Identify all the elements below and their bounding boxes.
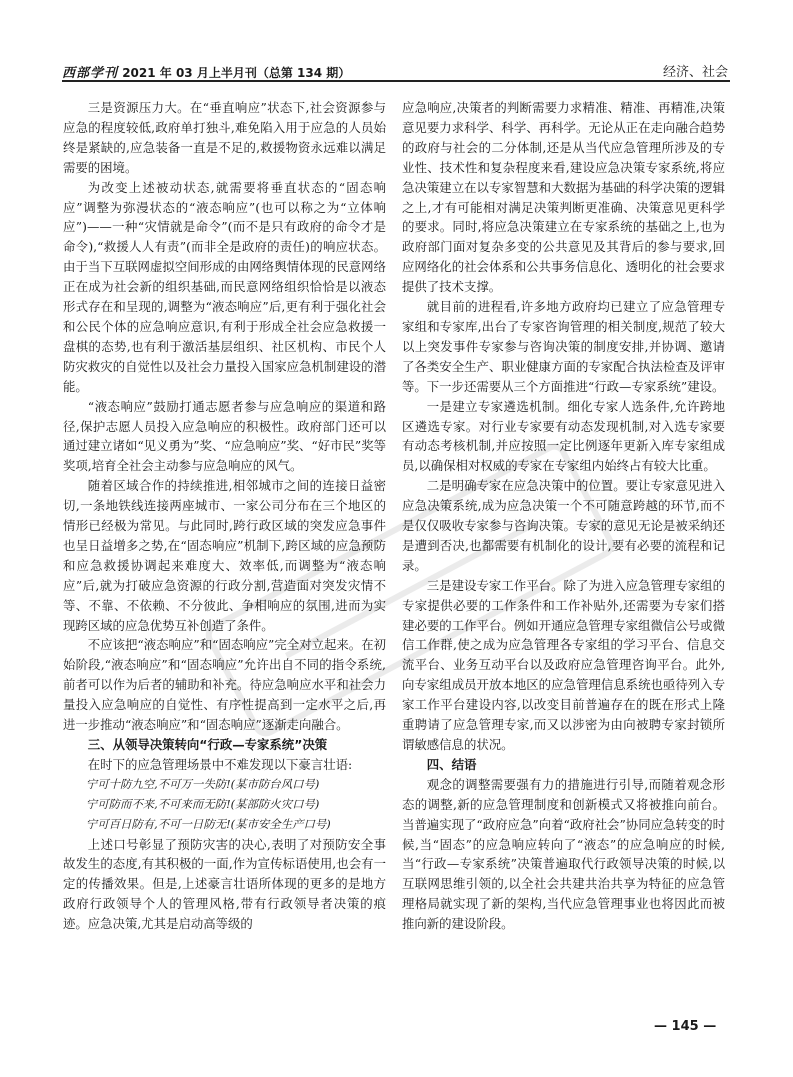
paragraph: 在时下的应急管理场景中不难发现以下豪言壮语:: [87, 756, 353, 772]
running-header: [62, 58, 730, 82]
header-rule: [62, 80, 730, 82]
paragraph: 应急响应,决策者的判断需要力求精准、精准、再精准,决策意见要力求科学、科学、再科学。无论从正在走向融合趋势的政府与社会的二分体制,还是从当代应急管理所涉及的专业性、技术性和复杂程度来看,建设应急决策专家系统,将应急决策建立在以专家智慧和大数据为基础的科学决策的逻辑之上,才有可能相对满足决策判断更准确、决策意见更科学的要求。同时,将应急决策建立在专家系统的基础之上,也为政府部门面对复杂多变的公共意见及其背后的参与要求,回应网络化的社会体系和公共事务信息化、透明化的社会要求提供了技术支撑。: [402, 100, 725, 295]
slogan-quote: 宁可十防九空,不可万一失防!(某市防台风口号): [85, 776, 320, 791]
left-column: [63, 98, 386, 934]
paragraph: 就目前的进程看,许多地方政府均已建立了应急管理专家组和专家库,出台了专家咨询管理的相关制度,规范了较大以上突发事件专家参与咨询决策的制度安排,并协调、邀请了各类安全生产、职业健康方面的专家配合执法检查及评审等。下一步还需要从三个方面推进“行政—专家系统”建设。: [402, 299, 725, 394]
paragraph: 不应该把“液态响应”和“固态响应”完全对立起来。在初始阶段,“液态响应”和“固态响应”允许出自不同的指令系统,前者可以作为后者的辅助和补充。待应急响应水平和社会力量投入应急响应的自觉性、有序性提高到一定水平之后,再进一步推动“液态响应”和“固态响应”逐渐走向融合。: [63, 637, 386, 733]
paragraph: 上述口号彰显了预防灾害的决心,表明了对预防安全事故发生的态度,有其积极的一面,作为宣传标语使用,也会有一定的传播效果。但是,上述豪言壮语所体现的更多的是地方政府行政领导个人的管理风格,带有行政领导者决策的痕迹。应急决策,尤其是启动高等级的: [63, 836, 386, 932]
paragraph: 观念的调整需要强有力的措施进行引导,而随着观念形态的调整,新的应急管理制度和创新模式又将被推向前台。当普遍实现了“政府应急”向着“政府社会”协同应急转变的时候,当“固态”的应急响应转向了“液态”的应急响应的时候,当“行政—专家系统”决策普遍取代行政领导决策的时候,以互联网思维引领的,以全社会共建共治共享为特征的应急管理格局就实现了新的架构,当代应急管理事业也将因此而被推向新的建设阶段。: [402, 776, 725, 932]
paragraph: 二是明确专家在应急决策中的位置。要让专家意见进入应急决策系统,成为应急决策一个不可随意跨越的环节,而不是仅仅吸收专家参与咨询决策。专家的意见无论是被采纳还是遭到否决,也都需要有机制化的设计,要有必要的流程和记录。: [402, 478, 725, 573]
paragraph: 为改变上述被动状态,就需要将垂直状态的“固态响应”调整为弥漫状态的“液态响应”(也可以称之为“立体响应”)——一种“灾情就是命令”(而不是只有政府的命令才是命令),“救援人人有责”(而非全是政府的责任)的响应状态。由于当下互联网虚拟空间形成的由网络舆情体现的民意网络正在成为社会新的组织基础,而民意网络组织恰恰是以液态形式存在和呈现的,调整为“液态响应”后,更有利于强化社会和公民个体的应急响应意识,有利于形成全社会应急救援一盘棋的态势,也有利于激活基层组织、社区机构、市民个人防灾救灾的自觉性以及社会力量投入国家应急机制建设的潜能。: [63, 179, 386, 394]
paragraph: “液态响应”鼓励打通志愿者参与应急响应的渠道和路径,保护志愿人员投入应急响应的积极性。政府部门还可以通过建立诸如“见义勇为”奖、“应急响应”奖、“好市民”奖等奖项,培育全社会主动参与应急响应的风气。: [63, 398, 386, 474]
paragraph: 随着区域合作的持续推进,相邻城市之间的连接日益密切,一条地铁线连接两座城市、一家公司分布在三个地区的情形已经极为常见。与此同时,跨行政区域的突发应急事件也呈日益增多之势,在“固态响应”机制下,跨区域的应急预防和应急救援协调起来难度大、效率低,而调整为“液态响应”后,就为打破应急资源的行政分割,营造面对突发灾情不等、不靠、不依赖、不分彼此、争相响应的氛围,进而为实现跨区域的应急优势互补创造了条件。: [63, 478, 386, 633]
section-heading: 三、从领导决策转向“行政—专家系统”决策: [87, 737, 328, 752]
right-column: [402, 98, 725, 934]
page-number: — 145 —: [654, 1019, 717, 1034]
paragraph: 三是资源压力大。在“垂直响应”状态下,社会资源参与应急的程度较低,政府单打独斗,难免陷入用于应急的人员始终是紧缺的,应急装备一直是不足的,救援物资永远难以满足需要的困境。: [63, 100, 386, 175]
issue-info: 2021 年 03 月上半月刊（总第 134 期）: [122, 66, 351, 80]
slogan-quote: 宁可百日防有,不可一日防无!(某市安全生产口号): [85, 816, 331, 831]
slogan-quote: 宁可防而不来,不可来而无防!(某部防火灾口号): [85, 796, 320, 811]
journal-logo: 西部学刊: [62, 66, 119, 81]
section-heading: 四、结语: [426, 756, 477, 772]
journal-info: [62, 62, 350, 81]
paragraph: 一是建立专家遴选机制。细化专家人选条件,允许跨地区遴选专家。对行业专家要有动态发现机制,对入选专家要有动态考核机制,并应按照一定比例逐年更新入库专家组成员,以确保相对权威的专家在专家组内始终占有较大比重。: [402, 398, 725, 474]
section-title: 经济、社会: [662, 65, 728, 80]
paragraph: 三是建设专家工作平台。除了为进入应急管理专家组的专家提供必要的工作条件和工作补贴外,还需要为专家们搭建必要的工作平台。例如开通应急管理专家组微信公号或微信工作群,使之成为应急管理各专家组的学习平台、信息交流平台、业务互动平台以及政府应急管理咨询平台。此外,向专家组成员开放本地区的应急管理信息系统也亟待列入专家工作平台建设内容,以改变目前普遍存在的既在形式上隆重聘请了应急管理专家,而又以涉密为由向被聘专家封锁所谓敏感信息的状况。: [402, 577, 725, 752]
